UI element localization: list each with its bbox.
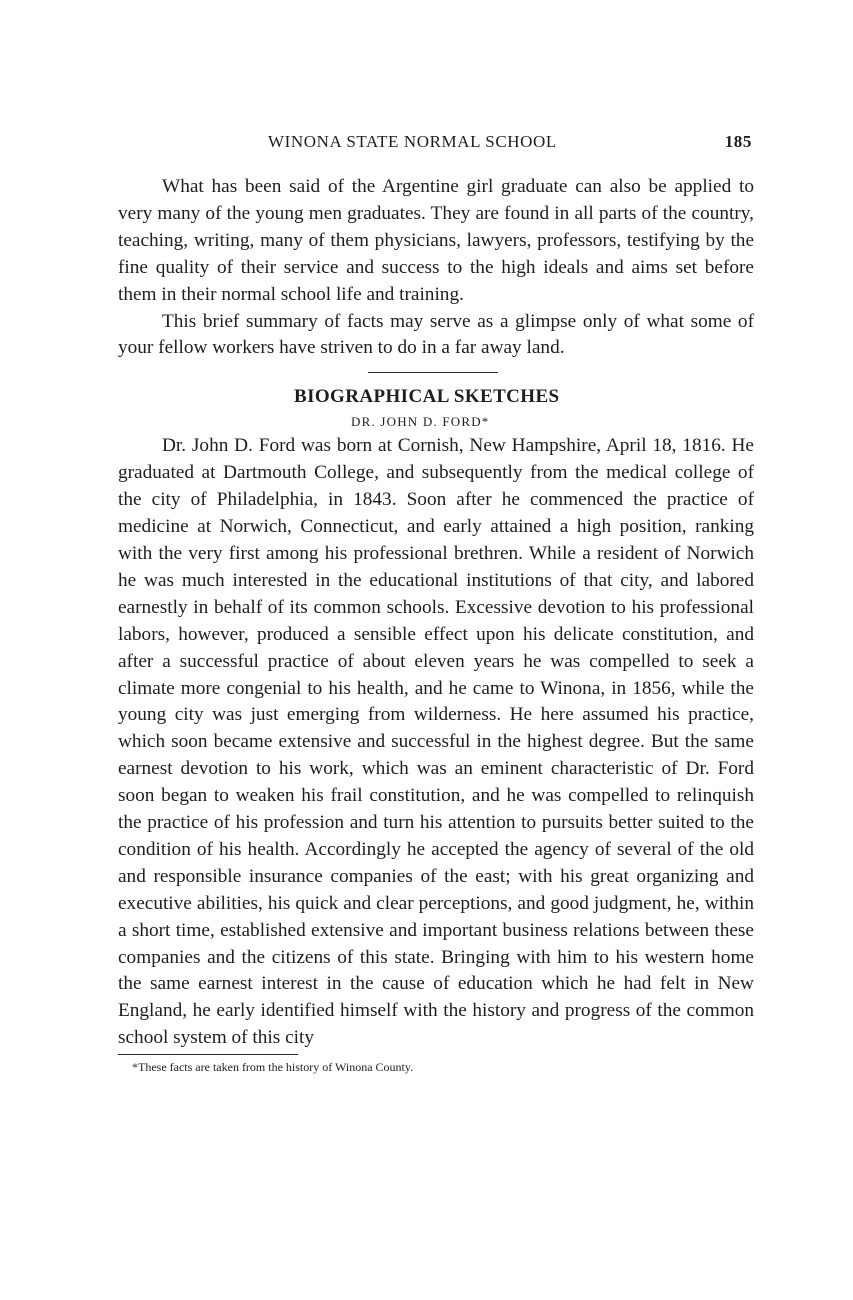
running-header — [118, 126, 754, 160]
document-page — [118, 126, 754, 1075]
paragraph-graduates: What has been said of the Argentine girl graduate can also be applied to very many of the young men graduates. They are found in all parts of the country, teaching, writing, many of them physicians, lawyers, professors, testifying by the fine quality of their service and success to the high ideals and aims set before them in their normal school life and training. — [118, 176, 754, 305]
page-number: 185 — [724, 132, 752, 151]
sketch-subheading: DR. JOHN D. FORD* — [351, 414, 490, 430]
paragraph-summary: This brief summary of facts may serve as a glimpse only of what some of your fellow workers have striven to do in a far away land. — [118, 310, 754, 359]
paragraph-ford-biography: Dr. John D. Ford was born at Cornish, New Hampshire, April 18, 1816. He graduated at Dartmouth College, and subsequently from the medical college of the city of Philadelphia, in 1843. Soon after he commenced the practice of medicine at Norwich, Connecticut, and early attained a high position, ranking with the very first among his professional brethren. While a resident of Norwich he was much interested in the educational institutions of that city, and labored earnestly in behalf of its common schools. Excessive devotion to his professional labors, however, produced a sensible effect upon his delicate constitution, and after a successful practice of about eleven years he was compelled to seek a climate more congenial to his health, and he came to Winona, in 1856, while the young city was just emerging from wilderness. He here assumed his practice, which soon became extensive and successful in the highest degree. But the same earnest devotion to his work, which was an eminent characteristic of Dr. Ford soon began to weaken his frail constitution, and he was compelled to relinquish the practice of his profession and turn his attention to pursuits better suited to the condition of his health. Accordingly he accepted the agency of several of the old and responsible insurance companies of the east; with his great organizing and executive abilities, his quick and clear perceptions, and good judgment, he, within a short time, established extensive and important business relations between these companies and the citizens of this state. Bringing with him to his western home the same earnest interest in the cause of education which he had felt in New England, he early identified himself with the history and progress of the common school system of this city — [118, 435, 754, 1049]
footnote: *These facts are taken from the history of Winona County. — [132, 1060, 414, 1075]
section-divider — [368, 372, 498, 373]
section-heading: BIOGRAPHICAL SKETCHES — [294, 386, 560, 408]
running-title: WINONA STATE NORMAL SCHOOL — [268, 132, 557, 151]
footnote-rule — [118, 1054, 298, 1055]
